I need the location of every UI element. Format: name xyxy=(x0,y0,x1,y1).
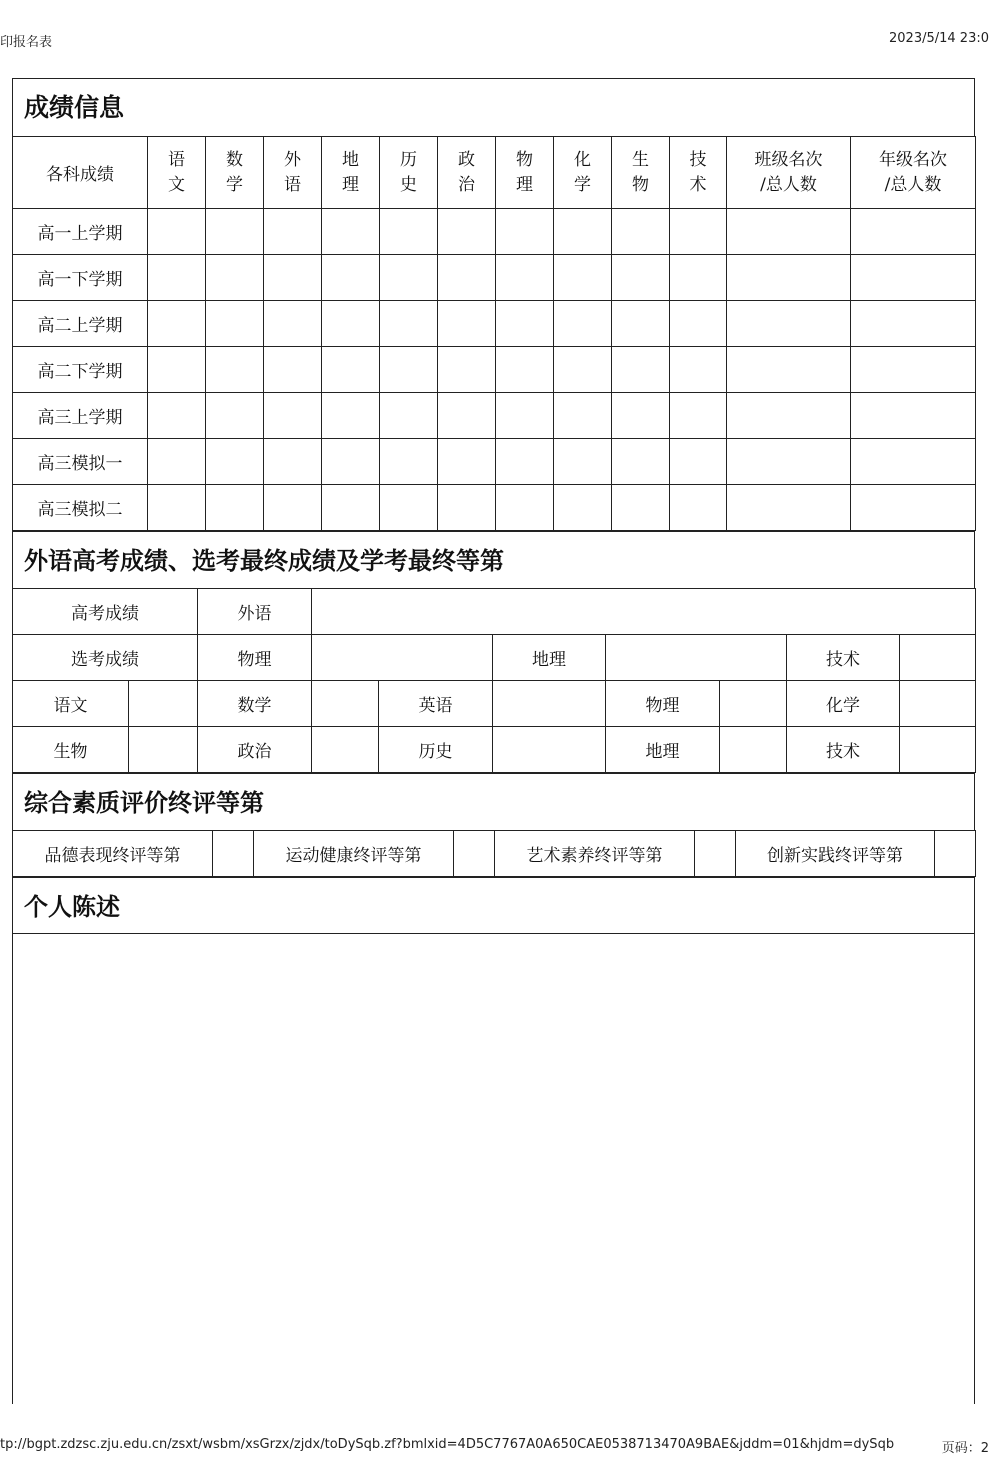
score-cell xyxy=(380,301,438,347)
table-row xyxy=(13,301,976,347)
score-cell xyxy=(496,485,554,531)
score-cell xyxy=(496,301,554,347)
score-cell xyxy=(496,393,554,439)
class-rank-cell xyxy=(727,347,851,393)
score-cell xyxy=(322,301,380,347)
score-cell xyxy=(322,255,380,301)
score-cell xyxy=(554,347,612,393)
scores-section-title: 成绩信息 xyxy=(12,78,975,136)
score-cell xyxy=(206,439,264,485)
xuekao-grade-cell xyxy=(312,681,379,727)
quality-grade-cell xyxy=(935,831,976,877)
table-row xyxy=(13,393,976,439)
score-cell xyxy=(264,393,322,439)
class-rank-cell xyxy=(727,301,851,347)
xuekao-grade-cell xyxy=(720,681,787,727)
score-cell xyxy=(206,393,264,439)
print-footer-page: 页码：2 xyxy=(941,1441,989,1456)
print-header-title: 印报名表 xyxy=(0,35,53,50)
score-cell xyxy=(496,347,554,393)
subject-header: 技 术 xyxy=(670,137,727,209)
score-cell xyxy=(264,347,322,393)
score-cell xyxy=(612,485,670,531)
score-cell xyxy=(380,255,438,301)
scores-table xyxy=(12,136,976,531)
score-cell xyxy=(670,255,727,301)
xuekao-subject-label: 地理 xyxy=(606,727,720,773)
grade-rank-cell xyxy=(851,209,976,255)
score-cell xyxy=(380,439,438,485)
xuankao-subject-label: 地理 xyxy=(493,635,606,681)
score-cell xyxy=(554,301,612,347)
xuankao-score-cell xyxy=(606,635,787,681)
grade-rank-cell xyxy=(851,347,976,393)
score-cell xyxy=(322,485,380,531)
class-rank-header: 班级名次 /总人数 xyxy=(727,137,851,209)
class-rank-cell xyxy=(727,393,851,439)
score-cell xyxy=(612,209,670,255)
score-cell xyxy=(206,347,264,393)
xuekao-subject-label: 历史 xyxy=(379,727,493,773)
application-form xyxy=(12,78,975,1404)
score-cell xyxy=(380,393,438,439)
grade-rank-cell xyxy=(851,485,976,531)
score-cell xyxy=(148,255,206,301)
xuekao-grade-cell xyxy=(900,727,976,773)
grade-rank-header: 年级名次 /总人数 xyxy=(851,137,976,209)
xuekao-subject-label: 政治 xyxy=(198,727,312,773)
score-cell xyxy=(322,347,380,393)
score-cell xyxy=(438,301,496,347)
score-cell xyxy=(438,255,496,301)
xuekao-grade-cell xyxy=(312,727,379,773)
class-rank-cell xyxy=(727,209,851,255)
xuankao-row xyxy=(13,635,976,681)
quality-item-label: 品德表现终评等第 xyxy=(13,831,213,877)
xuankao-subject-label: 技术 xyxy=(787,635,900,681)
score-cell xyxy=(438,393,496,439)
score-cell xyxy=(148,301,206,347)
xuekao-subject-label: 英语 xyxy=(379,681,493,727)
subject-header: 生 物 xyxy=(612,137,670,209)
xuekao-row xyxy=(13,681,976,727)
subject-header: 数 学 xyxy=(206,137,264,209)
grade-rank-cell xyxy=(851,393,976,439)
class-rank-cell xyxy=(727,255,851,301)
table-row xyxy=(13,347,976,393)
quality-grade-cell xyxy=(454,831,495,877)
score-cell xyxy=(148,393,206,439)
table-row xyxy=(13,209,976,255)
score-cell xyxy=(206,209,264,255)
quality-item-label: 创新实践终评等第 xyxy=(736,831,935,877)
term-label: 高二上学期 xyxy=(13,301,148,347)
xuekao-grade-cell xyxy=(900,681,976,727)
xuekao-grade-cell xyxy=(129,681,198,727)
exam-table xyxy=(12,588,976,773)
score-cell xyxy=(554,439,612,485)
subject-header: 化 学 xyxy=(554,137,612,209)
xuekao-subject-label: 技术 xyxy=(787,727,900,773)
print-footer-url: tp://bgpt.zdzsc.zju.edu.cn/zsxt/wsbm/xsGrzx/zjdx/toDySqb.zf?bmlxid=4D5C7767A0A650CAE0538713470A9BAE&jddm=01&hjdm=dySqb xyxy=(0,1437,895,1452)
score-cell xyxy=(438,485,496,531)
statement-area xyxy=(12,934,975,1404)
scores-corner-label: 各科成绩 xyxy=(13,137,148,209)
grade-rank-cell xyxy=(851,255,976,301)
score-cell xyxy=(554,209,612,255)
xuankao-score-cell xyxy=(312,635,493,681)
score-cell xyxy=(496,209,554,255)
xuekao-subject-label: 物理 xyxy=(606,681,720,727)
score-cell xyxy=(322,439,380,485)
xuekao-row xyxy=(13,727,976,773)
score-cell xyxy=(612,255,670,301)
score-cell xyxy=(148,439,206,485)
score-cell xyxy=(670,301,727,347)
table-row xyxy=(13,255,976,301)
xuankao-score-cell xyxy=(900,635,976,681)
score-cell xyxy=(670,347,727,393)
class-rank-cell xyxy=(727,485,851,531)
quality-grade-cell xyxy=(695,831,736,877)
quality-item-label: 艺术素养终评等第 xyxy=(495,831,695,877)
subject-header: 外 语 xyxy=(264,137,322,209)
score-cell xyxy=(670,485,727,531)
score-cell xyxy=(264,485,322,531)
score-cell xyxy=(322,209,380,255)
table-row xyxy=(13,439,976,485)
score-cell xyxy=(670,209,727,255)
score-cell xyxy=(554,393,612,439)
subject-header: 语 文 xyxy=(148,137,206,209)
term-label: 高二下学期 xyxy=(13,347,148,393)
score-cell xyxy=(670,393,727,439)
class-rank-cell xyxy=(727,439,851,485)
score-cell xyxy=(322,393,380,439)
scores-header-row xyxy=(13,137,976,209)
xuankao-subject-label: 物理 xyxy=(198,635,312,681)
foreign-score-cell xyxy=(312,589,976,635)
gaokao-row xyxy=(13,589,976,635)
score-cell xyxy=(264,439,322,485)
score-cell xyxy=(438,439,496,485)
xuekao-subject-label: 语文 xyxy=(13,681,129,727)
xuekao-subject-label: 数学 xyxy=(198,681,312,727)
xuekao-subject-label: 化学 xyxy=(787,681,900,727)
grade-rank-cell xyxy=(851,301,976,347)
score-cell xyxy=(148,485,206,531)
print-header-datetime: 2023/5/14 23:0 xyxy=(889,31,989,46)
quality-table xyxy=(12,830,976,877)
score-cell xyxy=(380,347,438,393)
score-cell xyxy=(670,439,727,485)
score-cell xyxy=(438,209,496,255)
score-cell xyxy=(496,255,554,301)
foreign-label: 外语 xyxy=(198,589,312,635)
xuekao-subject-label: 生物 xyxy=(13,727,129,773)
term-label: 高三模拟二 xyxy=(13,485,148,531)
score-cell xyxy=(264,209,322,255)
term-label: 高三上学期 xyxy=(13,393,148,439)
xuekao-grade-cell xyxy=(493,727,606,773)
table-row xyxy=(13,485,976,531)
score-cell xyxy=(554,255,612,301)
gaokao-label: 高考成绩 xyxy=(13,589,198,635)
xuekao-grade-cell xyxy=(720,727,787,773)
quality-section-title: 综合素质评价终评等第 xyxy=(12,773,975,830)
subject-header: 政 治 xyxy=(438,137,496,209)
score-cell xyxy=(206,301,264,347)
xuekao-grade-cell xyxy=(129,727,198,773)
term-label: 高三模拟一 xyxy=(13,439,148,485)
statement-section-title: 个人陈述 xyxy=(12,877,975,934)
score-cell xyxy=(380,209,438,255)
quality-row xyxy=(13,831,976,877)
quality-grade-cell xyxy=(213,831,254,877)
score-cell xyxy=(554,485,612,531)
score-cell xyxy=(612,301,670,347)
score-cell xyxy=(612,347,670,393)
term-label: 高一下学期 xyxy=(13,255,148,301)
score-cell xyxy=(148,209,206,255)
xuekao-grade-cell xyxy=(493,681,606,727)
subject-header: 物 理 xyxy=(496,137,554,209)
score-cell xyxy=(206,255,264,301)
term-label: 高一上学期 xyxy=(13,209,148,255)
score-cell xyxy=(496,439,554,485)
quality-item-label: 运动健康终评等第 xyxy=(254,831,454,877)
score-cell xyxy=(148,347,206,393)
score-cell xyxy=(206,485,264,531)
score-cell xyxy=(438,347,496,393)
score-cell xyxy=(380,485,438,531)
grade-rank-cell xyxy=(851,439,976,485)
subject-header: 历 史 xyxy=(380,137,438,209)
xuankao-label: 选考成绩 xyxy=(13,635,198,681)
score-cell xyxy=(612,393,670,439)
score-cell xyxy=(612,439,670,485)
subject-header: 地 理 xyxy=(322,137,380,209)
exam-section-title: 外语高考成绩、选考最终成绩及学考最终等第 xyxy=(12,531,975,588)
score-cell xyxy=(264,255,322,301)
score-cell xyxy=(264,301,322,347)
